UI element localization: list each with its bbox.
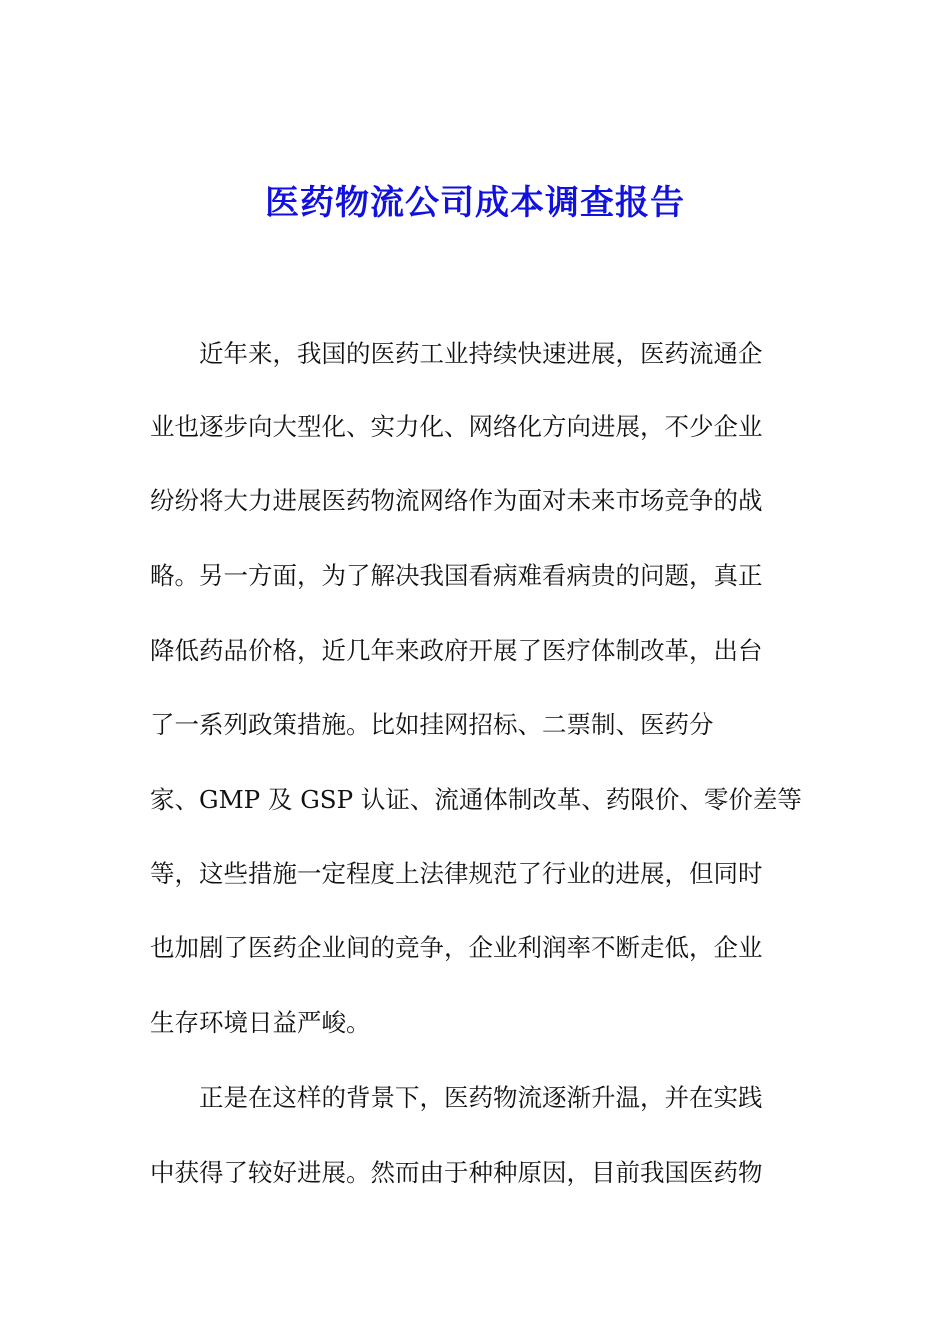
paragraph-line: 降低药品价格，近几年来政府开展了医疗体制改革，出台 xyxy=(150,636,763,665)
paragraph-line: 略。另一方面，为了解决我国看病难看病贵的问题，真正 xyxy=(150,561,763,590)
paragraph-line: 纷纷将大力进展医药物流网络作为面对未来市场竞争的战 xyxy=(150,486,763,515)
paragraph-line: 等，这些措施一定程度上法律规范了行业的进展，但同时 xyxy=(150,859,763,888)
paragraph-line: 也加剧了医药企业间的竞争，企业利润率不断走低，企业 xyxy=(150,933,763,962)
paragraph-line: 了一系列政策措施。比如挂网招标、二票制、医药分 xyxy=(150,710,714,739)
paragraph-line: 生存环境日益严峻。 xyxy=(150,1008,371,1037)
paragraph-line: 家、GMP 及 GSP 认证、流通体制改革、药限价、零价差等 xyxy=(150,785,802,814)
paragraph-line: 中获得了较好进展。然而由于种种原因，目前我国医药物 xyxy=(150,1158,763,1187)
paragraph-line: 正是在这样的背景下，医药物流逐渐升温，并在实践 xyxy=(150,1083,763,1112)
document-title: 医药物流公司成本调查报告 xyxy=(265,183,685,223)
paragraph-line: 业也逐步向大型化、实力化、网络化方向进展，不少企业 xyxy=(150,412,763,441)
paragraph-line: 近年来，我国的医药工业持续快速进展，医药流通企 xyxy=(150,339,763,368)
